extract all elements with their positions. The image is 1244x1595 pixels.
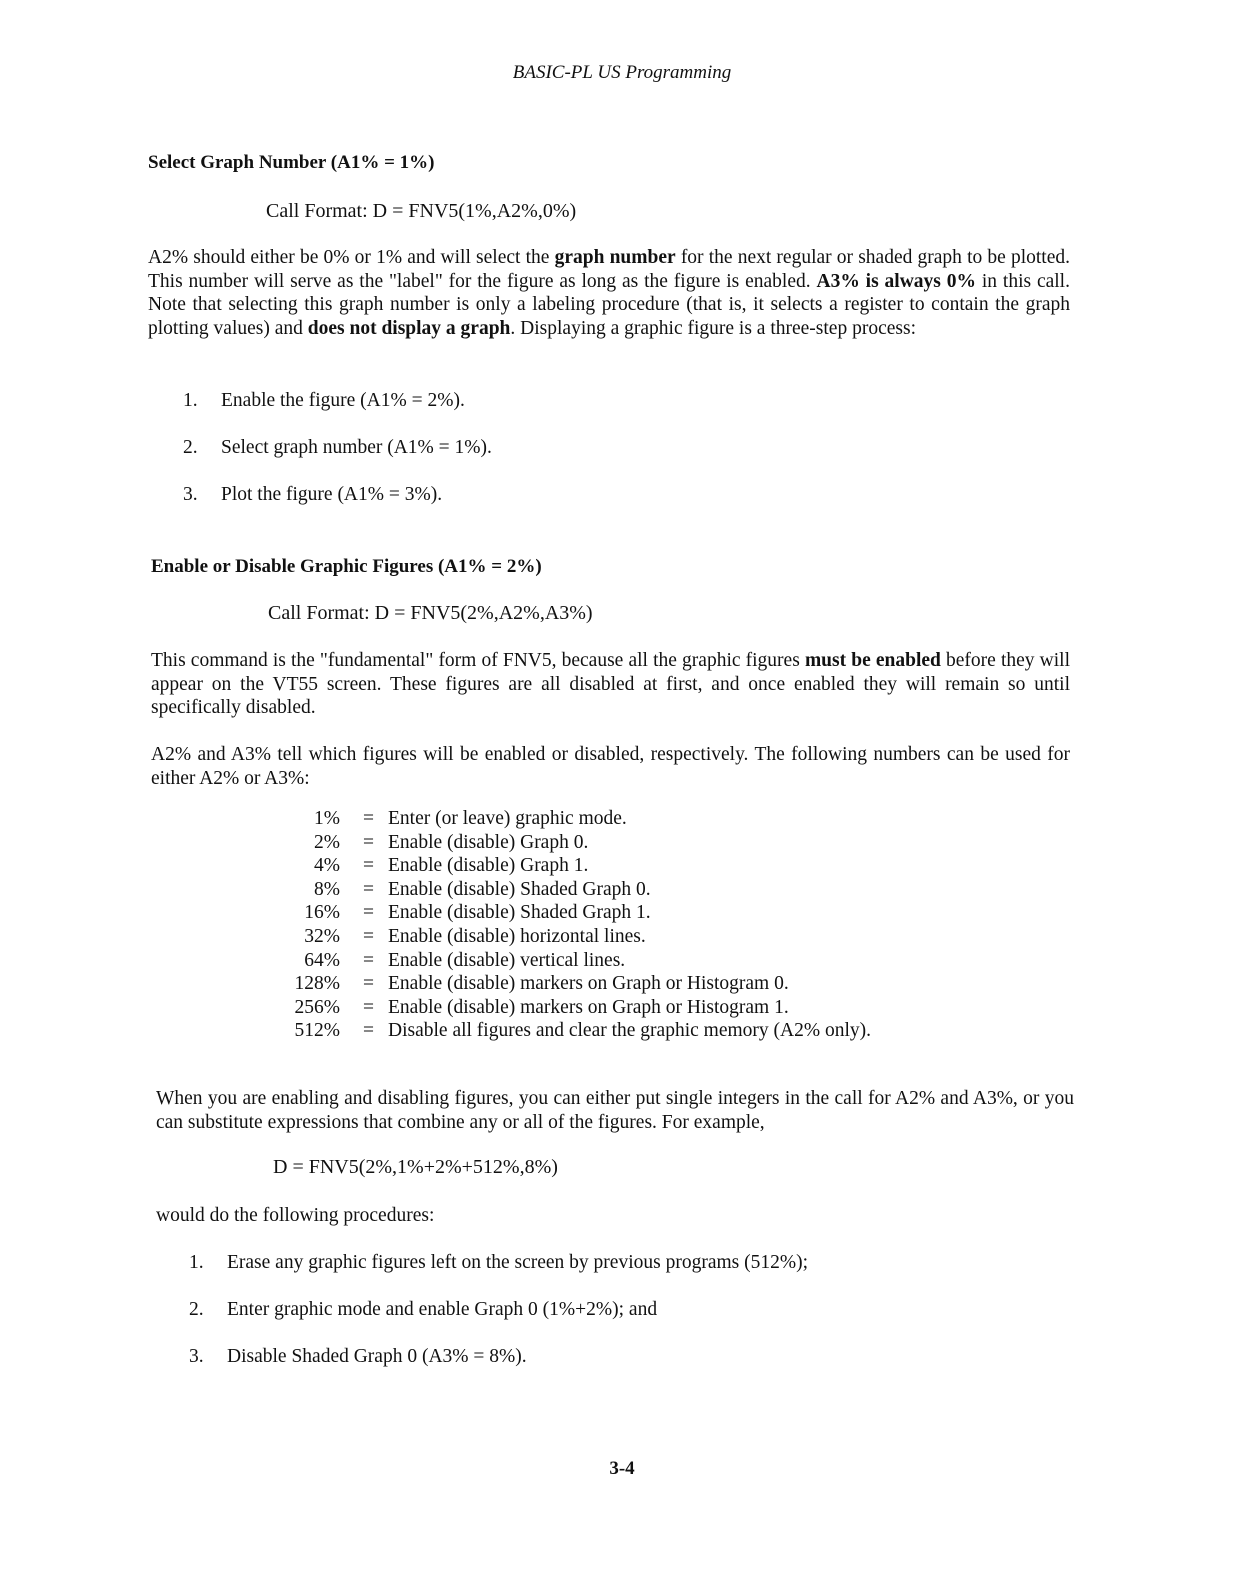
paragraph-a2-a3: A2% and A3% tell which figures will be enabled or disabled, respectively. The following numbers can be used for either A2% or A3%: — [151, 744, 1070, 789]
code-description: Enable (disable) Graph 0. — [388, 831, 589, 853]
example-call: D = FNV5(2%,1%+2%+512%,8%) — [273, 1156, 558, 1178]
bold-text-run: does not display a graph — [307, 317, 511, 339]
code-value: 8% — [314, 878, 340, 900]
list-number: 3. — [183, 484, 198, 505]
bold-text-run: A3% is always 0% — [816, 270, 977, 292]
text-run: for the next regular or shaded graph to be plotted. This number will serve as the "label" for the figure as long as the figure is enabled. — [148, 247, 1070, 292]
equals-sign: = — [363, 925, 374, 947]
equals-sign: = — [363, 949, 374, 971]
code-value: 32% — [304, 925, 340, 947]
code-row — [270, 950, 970, 974]
code-description: Disable all figures and clear the graphic memory (A2% only). — [388, 1020, 871, 1042]
code-value: 256% — [294, 996, 340, 1018]
list-number: 3. — [189, 1346, 204, 1367]
code-row — [270, 1020, 970, 1044]
list-text: Disable Shaded Graph 0 (A3% = 8%). — [227, 1346, 527, 1367]
code-description: Enable (disable) Graph 1. — [388, 855, 589, 877]
text-run: . Displaying a graphic figure is a three-step process: — [510, 317, 916, 339]
code-row — [270, 902, 970, 926]
list-number: 2. — [183, 437, 198, 458]
list-number: 2. — [189, 1299, 204, 1320]
section-heading-enable-disable: Enable or Disable Graphic Figures (A1% = 2%) — [151, 556, 542, 577]
section-heading-select-graph: Select Graph Number (A1% = 1%) — [148, 152, 435, 173]
code-description: Enable (disable) vertical lines. — [388, 949, 626, 971]
code-description: Enable (disable) markers on Graph or Histogram 1. — [388, 996, 789, 1018]
paragraph-fundamental-form — [151, 649, 1070, 720]
bold-text-run: graph number — [554, 247, 676, 268]
code-value: 512% — [294, 1020, 340, 1042]
text-run: in this call. Note that selecting this graph number is only a labeling procedure (that is, it selects a register to contain the graph plotting values) and — [148, 270, 1070, 339]
code-value: 128% — [294, 973, 340, 995]
page-number: 3-4 — [609, 1458, 635, 1479]
text-run: before they will appear on the VT55 screen. These figures are all disabled at first, and once enabled they will remain so until specifically disabled. — [151, 650, 1070, 718]
equals-sign: = — [363, 902, 374, 924]
list-text: Enable the figure (A1% = 2%). — [221, 390, 465, 411]
bold-text-run: must be enabled — [804, 650, 941, 671]
code-description: Enter (or leave) graphic mode. — [388, 808, 627, 829]
code-row — [270, 808, 970, 832]
code-row — [270, 997, 970, 1021]
list-text: Enter graphic mode and enable Graph 0 (1%+2%); and — [227, 1299, 658, 1320]
code-value: 1% — [314, 808, 340, 829]
equals-sign: = — [363, 831, 374, 853]
code-value: 4% — [314, 855, 340, 877]
list-text: Erase any graphic figures left on the screen by previous programs (512%); — [227, 1252, 809, 1273]
code-value: 16% — [304, 902, 340, 924]
figure-code-table — [270, 808, 970, 1044]
code-row — [270, 879, 970, 903]
code-row — [270, 926, 970, 950]
code-description: Enable (disable) horizontal lines. — [388, 925, 646, 947]
call-format-select-graph: Call Format: D = FNV5(1%,A2%,0%) — [266, 200, 577, 222]
equals-sign: = — [363, 996, 374, 1018]
code-description: Enable (disable) Shaded Graph 1. — [388, 902, 651, 924]
list-number: 1. — [183, 390, 198, 411]
text-run: A2% should either be 0% or 1% and will select the — [148, 247, 555, 268]
equals-sign: = — [363, 878, 374, 900]
paragraph-procedures-intro: would do the following procedures: — [156, 1205, 435, 1226]
running-head: BASIC-PL US Programming — [512, 62, 732, 83]
equals-sign: = — [363, 855, 374, 877]
paragraph-select-graph — [148, 246, 1070, 340]
equals-sign: = — [363, 973, 374, 995]
code-description: Enable (disable) markers on Graph or Histogram 0. — [388, 973, 789, 995]
code-row — [270, 832, 970, 856]
code-description: Enable (disable) Shaded Graph 0. — [388, 878, 651, 900]
code-row — [270, 855, 970, 879]
list-number: 1. — [189, 1252, 204, 1273]
code-value: 2% — [314, 831, 340, 853]
text-run: This command is the "fundamental" form of FNV5, because all the graphic figures — [151, 650, 805, 671]
list-text: Select graph number (A1% = 1%). — [221, 437, 492, 458]
call-format-enable-disable: Call Format: D = FNV5(2%,A2%,A3%) — [268, 602, 593, 624]
paragraph-combining-figures: When you are enabling and disabling figures, you can either put single integers in the call for A2% and A3%, or you can substitute expressions that combine any or all of the figures. For example, — [156, 1088, 1074, 1133]
code-value: 64% — [304, 949, 340, 971]
list-text: Plot the figure (A1% = 3%). — [221, 484, 443, 505]
code-row — [270, 973, 970, 997]
equals-sign: = — [363, 1020, 374, 1042]
equals-sign: = — [363, 808, 374, 829]
